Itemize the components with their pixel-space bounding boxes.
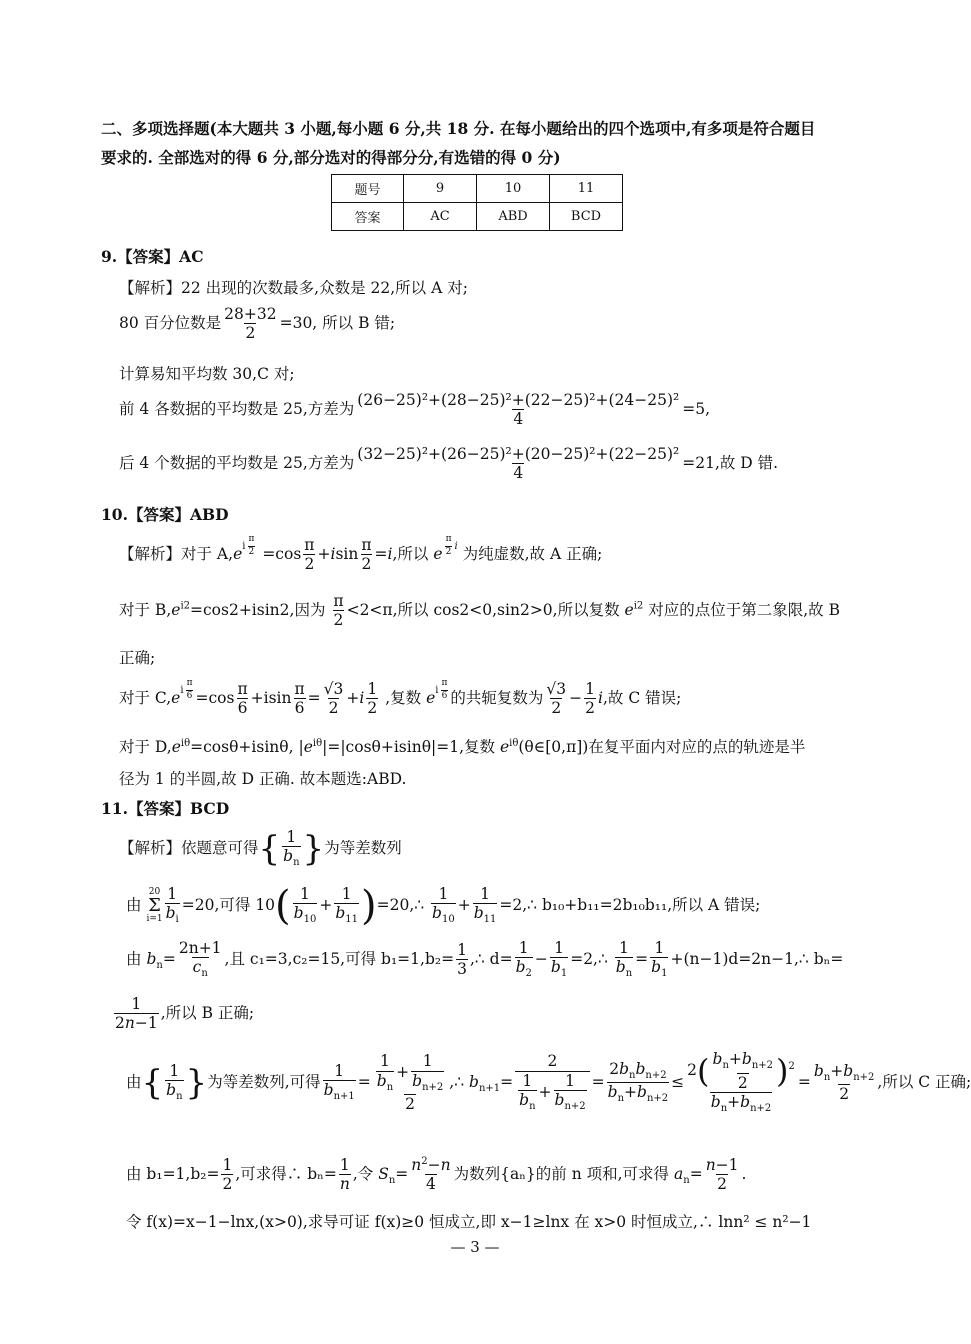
text: 对于 D, (119, 738, 172, 756)
answer-table (331, 174, 623, 231)
text: 为数列{aₙ}的前 n 项和,可求得 (453, 1164, 670, 1183)
table-cell: 9 (404, 175, 477, 203)
text: 对应的点位于第二象限,故 B (648, 600, 840, 619)
q11-line-e: 由 b₁=1,b₂= $\frac{1}{2}$ ,可求得∴ bₙ= $\frac{1}{n}$ ,令 $S_n=$ $\frac{n^2-n}{4}$ 为数列{aₙ}的前 n 项和,可求得 $a_n=$ $\frac{n-1}{2}$ . (126, 1156, 747, 1194)
text: 【解析】依题意可得 (119, 838, 259, 857)
text: 为等差数列 (324, 838, 402, 857)
text: ,故 C 错误; (603, 688, 682, 707)
table-cell: ABD (477, 203, 550, 231)
fraction-numerator: (32−25)²+(26−25)²+(20−25)²+(22−25)² (357, 445, 680, 463)
q11-title: 11.【答案】BCD (101, 799, 230, 818)
answer-table-row (332, 203, 623, 231)
text: (θ∈[0,π])在复平面内对应的点的轨迹是半 (518, 738, 806, 756)
fraction-denominator: 4 (513, 464, 524, 483)
text: =20,可得 10 (181, 896, 276, 914)
q9-title: 9.【答案】AC (101, 247, 204, 266)
text: 由 (126, 896, 142, 914)
text: 【解析】对于 A, (119, 544, 234, 563)
q11-line-b: 由 20 Σ i=1 $\frac{1}{b_i}$ =20,可得 10( $\frac{1}{b_{10}}$ + $\frac{1}{b_{11}}$ )=20,∴ $\frac{1}{b_{10}}$ + $\frac{1}{b_{11}}$ =2,∴ b₁₀+b₁₁=2b₁₀b₁₁,所以 A 错误; (126, 883, 761, 929)
text: 对于 B, (119, 600, 172, 619)
table-cell: BCD (550, 203, 623, 231)
text: ,所以 (392, 544, 429, 563)
table-cell: AC (404, 203, 477, 231)
text: ,∴ (449, 1072, 465, 1091)
q11-line-d: 由{ $\frac{1}{b_n}$ }为等差数列,可得 $\frac{1}{b_{n+1}}$ = $\frac{1}{b_n}$ + $\frac{1}{b_{n+2}}$ 2 ,∴ $b_{n+1}=$ 2 $\frac{1}{b_n}$ + $\frac{1}{b_{n+2}}$ = $\frac{2b_nb_{n+2}}{b_n+b_{n+2}}$ ≤ 2( $\frac{b_n+b_{n+2}}{2}$ )$^2$ $b_n+b_{n+2}$ = $\frac{b_n+b_{n+2}}{2}$ ,所以 C 正确; (126, 1050, 971, 1115)
fraction-numerator: 28+32 (224, 305, 277, 323)
text: ,可求得∴ bₙ= (235, 1164, 337, 1183)
section-heading-line1: 二、多项选择题(本大题共 3 小题,每小题 6 分,共 18 分. 在每小题给出的四个选项中,有多项是符合题目 (101, 119, 816, 138)
q10-option-b-cont: 正确; (119, 649, 156, 667)
q10-option-c: 对于 $C,e^{i \frac{\pi}{6}}$ =cos $\frac{\pi}{6}$ +isin $\frac{\pi}{6}$ = $\frac{√3}{2}$ +i $\frac{1}{2}$ ,复数 $e^{i \frac{\pi}{6}}$ 的共轭复数为 $\frac{√3}{2}$ − $\frac{1}{2}$ i,故 C 错误; (119, 678, 682, 718)
text: 前 4 各数据的平均数是 25,方差为 (119, 399, 355, 418)
q10-option-a: 【解析】对于 $A,e^{i \frac{\pi}{2}}$ =cos $\frac{\pi}{2}$ +isin $\frac{\pi}{2}$ =i,所以 e $^{\frac{\pi}{2} i}$ 为纯虚数,故 A 正确; (119, 534, 603, 574)
table-cell: 11 (550, 175, 623, 203)
fraction-denominator: 4 (513, 410, 524, 429)
fraction-denominator: 2 (245, 324, 256, 343)
table-cell: 10 (477, 175, 550, 203)
text: ,且 c₁=3,c₂=15,可得 b₁=1,b₂= (224, 949, 455, 968)
text: 80 百分位数是 (119, 313, 222, 332)
text: . (741, 1164, 747, 1183)
q11-line-f: 令 f(x)=x−1−lnx,(x>0),求导可证 f(x)≥0 恒成立,即 x−1≥lnx 在 x>0 时恒成立,∴ lnn² ≤ n²−1 (126, 1213, 812, 1231)
q9-line3: 计算易知平均数 30,C 对; (119, 365, 295, 383)
q9-line5 (119, 446, 778, 482)
q9-line2 (119, 306, 395, 342)
text: =2,∴ (570, 949, 608, 968)
q10-option-d-line2: 径为 1 的半圆,故 D 正确. 故本题选:ABD. (119, 770, 407, 788)
q10-option-b: 对于 $B,e^{i2}=\cos 2+isin2$,因为 $\frac{\pi}{2}$ <2<π,所以 cos2<0,sin2>0,所以复数 $e^{i2}$ 对应的点位于第二象限,故 B (119, 592, 840, 630)
text: =20,∴ (376, 896, 425, 914)
text: =21,故 D 错. (682, 453, 779, 472)
text: =30, 所以 B 错; (279, 313, 396, 332)
text: ,所以 B 正确; (160, 1003, 255, 1022)
table-cell: 题号 (332, 175, 404, 203)
text: 后 4 个数据的平均数是 25,方差为 (119, 453, 355, 472)
text: 为等差数列,可得 (207, 1072, 321, 1091)
section-heading-line2: 要求的. 全部选对的得 6 分,部分选对的得部分分,有选错的得 0 分) (101, 148, 561, 167)
text: ,复数 (385, 688, 422, 707)
text: 的共轭复数为 (450, 688, 544, 707)
text: <2<π,所以 cos2<0,sin2>0,所以复数 (346, 600, 620, 619)
text: =5, (682, 399, 711, 418)
text: 由 (126, 1072, 142, 1091)
q10-title: 10.【答案】ABD (101, 505, 229, 524)
text: =cosθ+isinθ, (190, 738, 294, 756)
text: +(n−1)d=2n−1,∴ bₙ= (670, 949, 844, 968)
text: ,令 (352, 1164, 374, 1183)
q11-line-c-cont: $\frac{1}{2n-1}$ ,所以 B 正确; (115, 995, 255, 1033)
text: 由 (126, 949, 142, 968)
text: =cos2+isin2,因为 (190, 600, 326, 619)
answer-table-header (332, 175, 623, 203)
text: ,∴ d= (469, 949, 513, 968)
q11-line-a: 【解析】依题意可得{ $\frac{1}{b_n}$ }为等差数列 (119, 828, 402, 869)
text: ,所以 C 正确; (877, 1072, 971, 1091)
text: 为纯虚数,故 A 正确; (462, 544, 603, 563)
text: 对于 C, (119, 688, 172, 707)
q10-option-d-line1: 对于 $D,e^{i\theta}=\cos\theta+isin\theta$, $|e^{i\theta}|=|\cos\theta+isin\theta|=1$,复数 $e^{i\theta}(\theta\in[0,\pi])$在复平面内对应的点的轨迹是半 (119, 737, 806, 756)
text: =2,∴ b₁₀+b₁₁=2b₁₀b₁₁,所以 A 错误; (499, 896, 761, 914)
q9-line1: 【解析】22 出现的次数最多,众数是 22,所以 A 对; (119, 279, 468, 297)
text: 由 b₁=1,b₂= (126, 1164, 220, 1183)
table-cell: 答案 (332, 203, 404, 231)
fraction-numerator: (26−25)²+(28−25)²+(22−25)²+(24−25)² (357, 391, 680, 409)
q9-line4 (119, 392, 710, 428)
q11-line-c: 由 $b_n=$ $\frac{2n+1}{c_n}$ ,且 c₁=3,c₂=15,可得 b₁=1,b₂= $\frac{1}{3}$ ,∴ d= $\frac{1}{b_2}$ − $\frac{1}{b_1}$ =2,∴ $\frac{1}{b_n}$ = $\frac{1}{b_1}$ +(n−1)d=2n−1,∴ bₙ= (126, 939, 844, 980)
page-number: — 3 — (450, 1238, 500, 1256)
text: =|cosθ+isinθ|=1,复数 (327, 738, 496, 756)
